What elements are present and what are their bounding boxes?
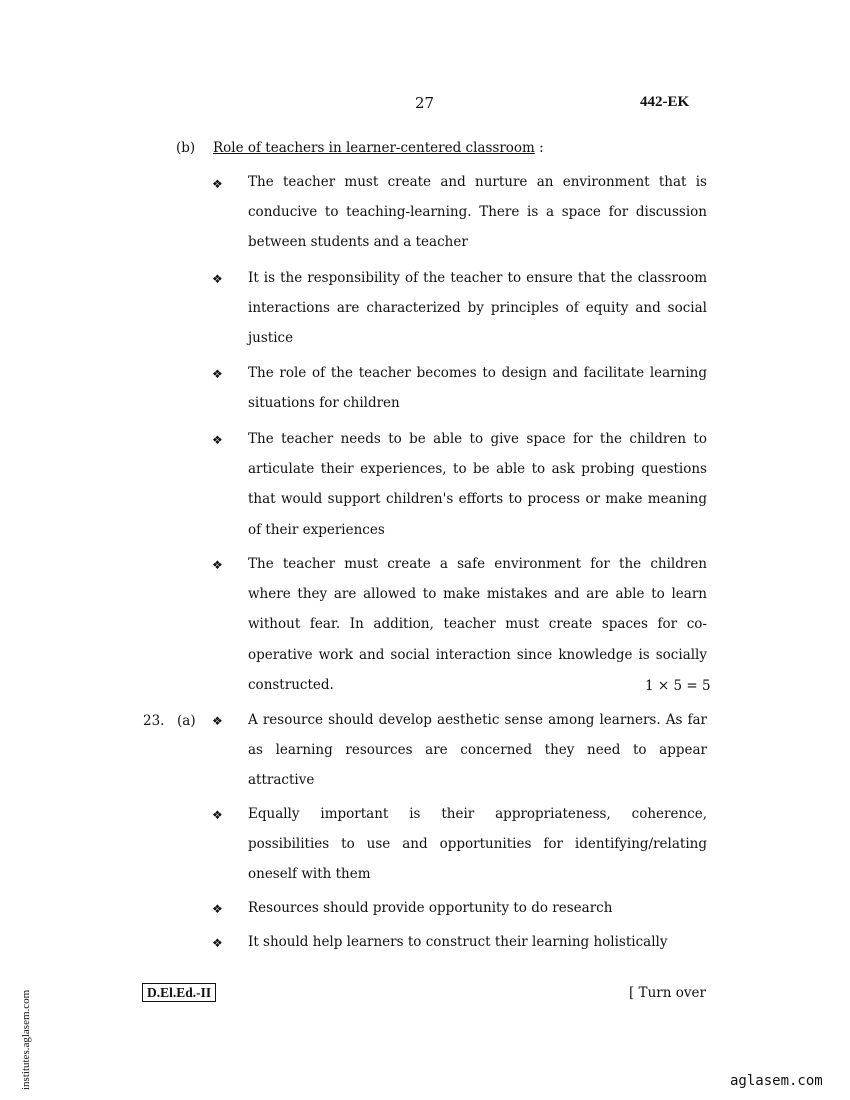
part-b-title: Role of teachers in learner-centered classroom xyxy=(213,140,535,156)
marks-allocation: 1 × 5 = 5 xyxy=(645,678,711,694)
paper-code: 442-EK xyxy=(640,94,690,110)
site-watermark: aglasem.com xyxy=(730,1073,823,1089)
bullet-icon: ❖ xyxy=(212,808,223,822)
bullet-icon: ❖ xyxy=(212,714,223,728)
part-b-item-2: It is the responsibility of the teacher to ensure that the classroom interactions are characterized by principles of equity and social justice xyxy=(248,270,707,347)
turn-over-label: [ Turn over xyxy=(629,985,706,1001)
bullet-icon: ❖ xyxy=(212,367,223,381)
part-b-item-3: The role of the teacher becomes to design and facilitate learning situations for children xyxy=(248,365,707,412)
bullet-icon: ❖ xyxy=(212,272,223,286)
part-b-heading xyxy=(213,140,544,156)
page-number: 27 xyxy=(415,94,435,112)
course-code-box: D.El.Ed.-II xyxy=(142,983,216,1002)
q23-item-1: A resource should develop aesthetic sense among learners. As far as learning resources are concerned they need to appear attractive xyxy=(248,712,707,789)
bullet-icon: ❖ xyxy=(212,177,223,191)
part-b-item-5: The teacher must create a safe environment for the children where they are allowed to make mistakes and are able to learn without fear. In addition, teacher must create spaces for co-operative work and social interaction since knowledge is socially constructed. xyxy=(248,556,707,693)
part-b-colon: : xyxy=(534,140,544,156)
part-b-label: (b) xyxy=(176,140,196,156)
q23-item-4: It should help learners to construct their learning holistically xyxy=(248,934,668,950)
part-b-item-4: The teacher needs to be able to give space for the children to articulate their experiences, to be able to ask probing questions that would support children's efforts to process or make meaning of their experiences xyxy=(248,431,707,538)
q23-part-label: (a) xyxy=(177,713,196,729)
bullet-icon: ❖ xyxy=(212,558,223,572)
bullet-icon: ❖ xyxy=(212,902,223,916)
q23-item-3: Resources should provide opportunity to do research xyxy=(248,900,613,916)
side-watermark: institutes.aglasem.com xyxy=(20,989,32,1090)
question-number: 23. xyxy=(143,713,165,729)
q23-item-2: Equally important is their appropriateness, coherence, possibilities to use and opportunities for identifying/relating oneself with them xyxy=(248,806,707,883)
bullet-icon: ❖ xyxy=(212,936,223,950)
bullet-icon: ❖ xyxy=(212,433,223,447)
part-b-item-1: The teacher must create and nurture an environment that is conducive to teaching-learning. There is a space for discussion between students and a teacher xyxy=(248,174,707,251)
